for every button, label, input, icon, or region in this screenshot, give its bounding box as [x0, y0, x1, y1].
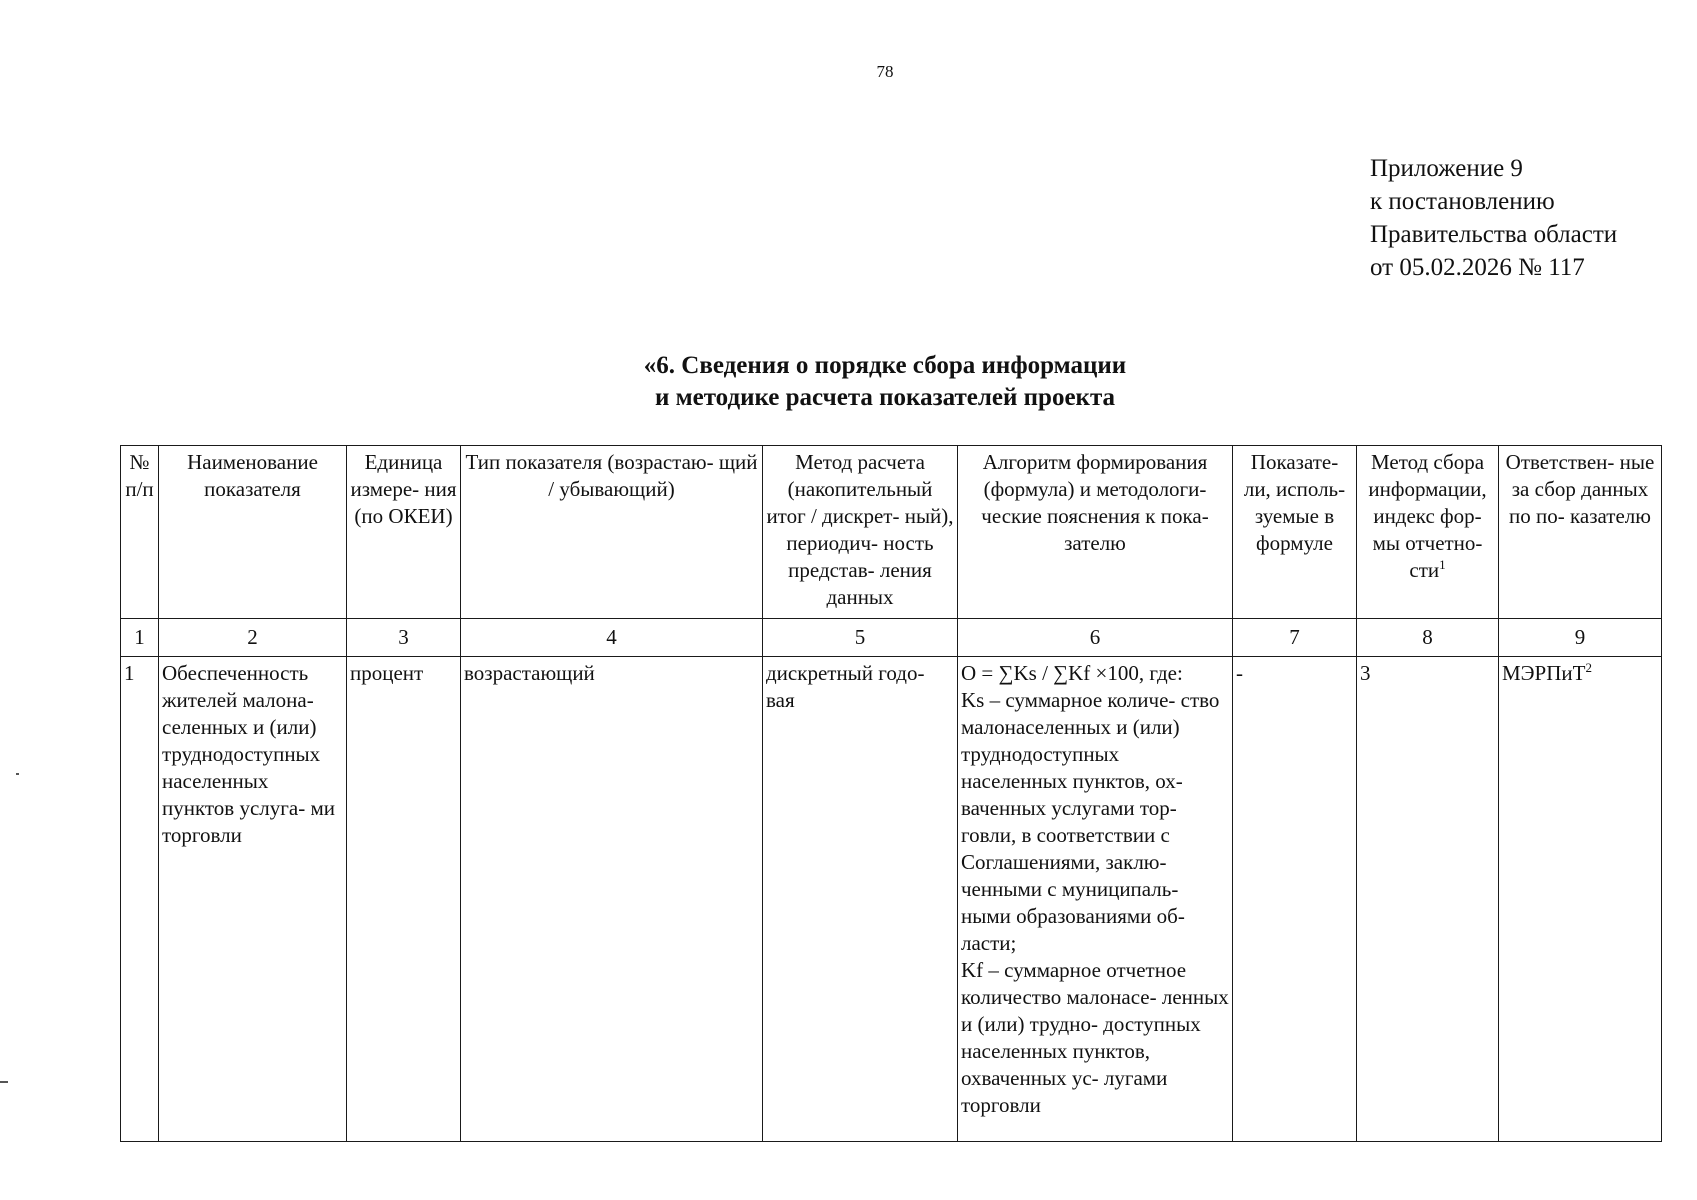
column-number: 1 [121, 619, 159, 657]
column-number: 3 [347, 619, 461, 657]
header-no: № п/п [121, 446, 159, 619]
header-responsible: Ответствен- ные за сбор данных по по- казателю [1499, 446, 1662, 619]
cell-no: 1 [121, 657, 159, 1142]
cell-responsible [1499, 657, 1662, 1142]
header-type: Тип показателя (возрастаю- щий / убывающий) [461, 446, 763, 619]
algorithm-formula: O = ∑Ks / ∑Kf ×100, где: [961, 661, 1183, 685]
header-name: Наименование показателя [159, 446, 347, 619]
scan-mark [0, 1081, 8, 1083]
footnote-mark: 2 [1585, 660, 1592, 675]
appendix-line: Правительства области [1370, 221, 1618, 248]
indicators-table [120, 445, 1662, 1142]
appendix-line: Приложение 9 [1370, 155, 1523, 182]
header-collection-text: Метод сбора информации, индекс фор- мы отчетно- сти [1368, 450, 1487, 582]
cell-type: возрастающий [461, 657, 763, 1142]
footnote-mark: 1 [1439, 557, 1446, 572]
page-number: 78 [876, 62, 894, 81]
header-method: Метод расчета (накопительный итог / дискрет- ный), периодич- ность представ- ления данных [763, 446, 958, 619]
cell-unit: процент [347, 657, 461, 1142]
header-algorithm: Алгоритм формирования (формула) и методологи- ческие пояснения к пока- зателю [958, 446, 1233, 619]
algorithm-ks-definition: Ks – суммарное количе- ство малонаселенных и (или) труднодоступных населенных пунктов, ох- ваченных услугами тор- говли, в соответствии с Соглашениями, заклю- ченными с муниципаль- ными образованиями об- ласти; [961, 688, 1220, 955]
cell-collection: 3 [1357, 657, 1499, 1142]
column-number: 6 [958, 619, 1233, 657]
algorithm-kf-definition: Kf – суммарное отчетное количество малонасе- ленных и (или) трудно- доступных населенных пунктов, охваченных ус- лугами торговли [961, 958, 1229, 1117]
cell-name: Обеспеченность жителей малона- селенных и (или) труднодоступных населенных пунктов услуга- ми торговли [159, 657, 347, 1142]
responsible-text: МЭРПиТ [1502, 661, 1586, 685]
column-number: 8 [1357, 619, 1499, 657]
column-number: 5 [763, 619, 958, 657]
table-row [121, 657, 1662, 1142]
cell-indicators: - [1233, 657, 1357, 1142]
appendix-block [1370, 152, 1617, 284]
appendix-line: к постановлению [1370, 188, 1555, 215]
column-number: 2 [159, 619, 347, 657]
column-number: 9 [1499, 619, 1662, 657]
header-unit: Единица измере- ния (по ОКЕИ) [347, 446, 461, 619]
header-indicators: Показате- ли, исполь- зуемые в формуле [1233, 446, 1357, 619]
title-line: «6. Сведения о порядке сбора информации [643, 352, 1127, 379]
header-collection [1357, 446, 1499, 619]
document-title [0, 350, 1697, 414]
column-number: 4 [461, 619, 763, 657]
cell-method: дискретный годо- вая [763, 657, 958, 1142]
column-number-row [121, 619, 1662, 657]
cell-algorithm [958, 657, 1233, 1142]
scan-mark [16, 773, 19, 775]
title-line: и методике расчета показателей проекта [654, 384, 1116, 411]
header-row [121, 446, 1662, 619]
appendix-line: от 05.02.2026 № 117 [1370, 254, 1585, 281]
column-number: 7 [1233, 619, 1357, 657]
